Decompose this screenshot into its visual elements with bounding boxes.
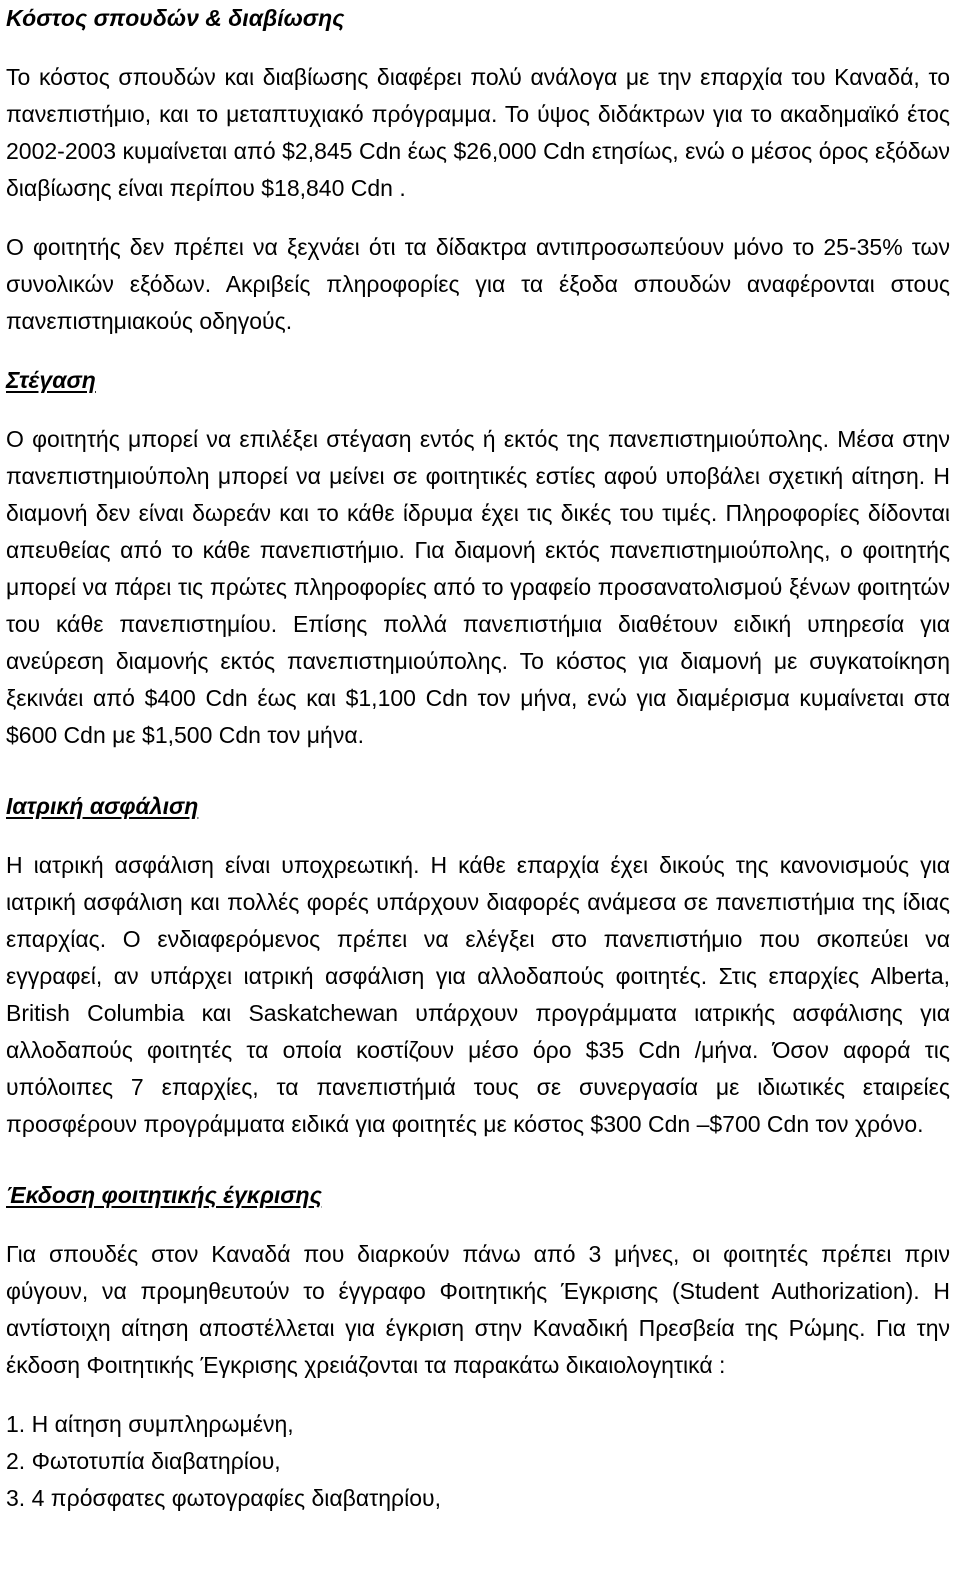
required-documents-list	[6, 1406, 950, 1517]
paragraph-housing: Ο φοιτητής μπορεί να επιλέξει στέγαση εντός ή εκτός της πανεπιστημιούπολης. Μέσα στην πανεπιστημιούπολη μπορεί να μείνει σε φοιτητικές εστίες αφού υποβάλει σχετική αίτηση. Η διαμονή δεν είναι δωρεάν και το κάθε ίδρυμα έχει τις δικές του τιμές. Πληροφορίες δίδονται απευθείας από το κάθε πανεπιστήμιο. Για διαμονή εκτός πανεπιστημιούπολης, ο φοιτητής μπορεί να πάρει τις πρώτες πληροφορίες από το γραφείο προσανατολισμού ξένων φοιτητών του κάθε πανεπιστημίου. Επίσης πολλά πανεπιστήμια διαθέτουν ειδική υπηρεσία για ανεύρεση διαμονής εκτός πανεπιστημιούπολης. Το κόστος για διαμονή με συγκατοίκηση ξεκινάει από $400 Cdn έως και $1,100 Cdn τον μήνα, ενώ για διαμέρισμα κυμαίνεται στα $600 Cdn με $1,500 Cdn τον μήνα.	[6, 426, 950, 748]
paragraph-cost-note: Ο φοιτητής δεν πρέπει να ξεχνάει ότι τα δίδακτρα αντιπροσωπεύουν μόνο το 25-35% των συνολικών εξόδων. Ακριβείς πληροφορίες για τα έξοδα σπουδών αναφέρονται στους πανεπιστημιακούς οδηγούς.	[6, 234, 950, 334]
document-page	[6, 0, 950, 1517]
list-item: 3. 4 πρόσφατες φωτογραφίες διαβατηρίου,	[6, 1485, 442, 1511]
section-heading-student-authorization: Έκδοση φοιτητικής έγκρισης	[6, 1182, 322, 1208]
list-item: 2. Φωτοτυπία διαβατηρίου,	[6, 1448, 281, 1474]
paragraph-medical-insurance: Η ιατρική ασφάλιση είναι υποχρεωτική. Η κάθε επαρχία έχει δικούς της κανονισμούς για ιατρική ασφάλιση και πολλές φορές υπάρχουν διαφορές ανάμεσα σε πανεπιστήμια της ίδιας επαρχίας. Ο ενδιαφερόμενος πρέπει να ελέγξει στο πανεπιστήμιο που σκοπεύει να εγγραφεί, αν υπάρχει ιατρική ασφάλιση για αλλοδαπούς φοιτητές. Στις επαρχίες Alberta, British Columbia και Saskatchewan υπάρχουν προγράμματα ιατρικής ασφάλισης για αλλοδαπούς φοιτητές τα οποία κοστίζουν μέσο όρο $35 Cdn /μήνα. Όσον αφορά τις υπόλοιπες 7 επαρχίες, τα πανεπιστήμιά τους σε συνεργασία με ιδιωτικές εταιρείες προσφέρουν προγράμματα ειδικά για φοιτητές με κόστος $300 Cdn –$700 Cdn τον χρόνο.	[6, 852, 950, 1137]
section-heading-housing: Στέγαση	[6, 367, 96, 393]
section-heading-cost: Κόστος σπουδών & διαβίωσης	[6, 5, 345, 31]
paragraph-student-authorization: Για σπουδές στον Καναδά που διαρκούν πάνω από 3 μήνες, οι φοιτητές πρέπει πριν φύγουν, να προμηθευτούν το έγγραφο Φοιτητικής Έγκρισης (Student Authorization). Η αντίστοιχη αίτηση αποστέλλεται για έγκριση στην Καναδική Πρεσβεία της Ρώμης. Για την έκδοση Φοιτητικής Έγκρισης χρειάζονται τα παρακάτω δικαιολογητικά :	[6, 1241, 950, 1378]
section-heading-medical-insurance: Ιατρική ασφάλιση	[6, 793, 199, 819]
list-item: 1. Η αίτηση συμπληρωμένη,	[6, 1411, 294, 1437]
paragraph-cost-intro: Το κόστος σπουδών και διαβίωσης διαφέρει πολύ ανάλογα με την επαρχία του Καναδά, το πανεπιστήμιο, και το μεταπτυχιακό πρόγραμμα. Το ύψος διδάκτρων για το ακαδημαϊκό έτος 2002-2003 κυμαίνεται από $2,845 Cdn έως $26,000 Cdn ετησίως, ενώ ο μέσος όρος εξόδων διαβίωσης είναι περίπου $18,840 Cdn .	[6, 64, 950, 201]
